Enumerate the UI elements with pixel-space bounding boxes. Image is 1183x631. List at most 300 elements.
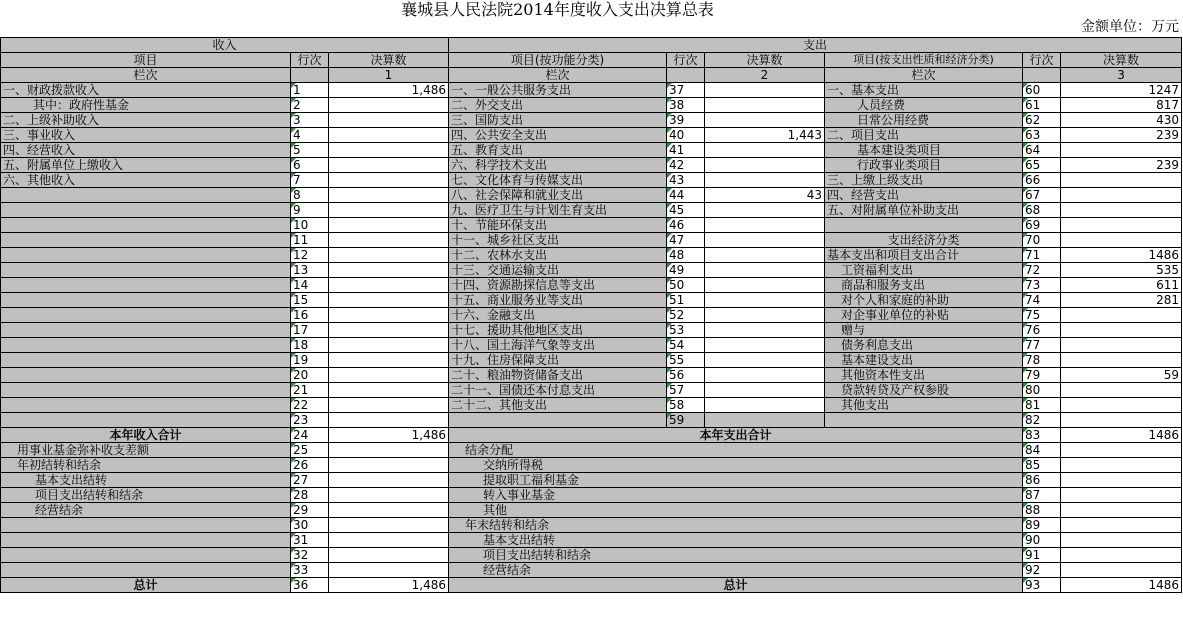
amount-cell[interactable] [329,278,449,293]
econ-expense-label[interactable]: 商品和服务支出 [825,278,1023,293]
line-number[interactable]: 51 [667,293,705,308]
amount-header[interactable]: 决算数 [1061,53,1182,68]
func-expense-label[interactable]: 二十二、其他支出 [449,398,667,413]
func-expense-label[interactable]: 三、国防支出 [449,113,667,128]
econ-expense-label[interactable]: 赠与 [825,323,1023,338]
line-number[interactable]: 46 [667,218,705,233]
line-number[interactable]: 4 [291,128,329,143]
amount-cell[interactable] [705,98,825,113]
econ-expense-label[interactable] [825,413,1023,428]
econ-expense-label[interactable]: 债务利息支出 [825,338,1023,353]
line-number[interactable]: 64 [1023,143,1061,158]
amount-cell[interactable] [1061,518,1182,533]
expense-item-label[interactable]: 项目支出结转和结余 [449,548,1023,563]
line-number[interactable]: 63 [1023,128,1061,143]
line-number[interactable]: 26 [291,458,329,473]
amount-cell[interactable] [1061,488,1182,503]
amount-cell[interactable] [705,308,825,323]
line-number[interactable]: 61 [1023,98,1061,113]
income-item-label[interactable] [1,188,291,203]
amount-cell[interactable] [1061,443,1182,458]
line-number[interactable]: 20 [291,368,329,383]
amount-cell[interactable] [1061,458,1182,473]
income-item-label[interactable] [1,398,291,413]
line-number[interactable]: 75 [1023,308,1061,323]
line-number[interactable]: 62 [1023,113,1061,128]
line-number[interactable]: 54 [667,338,705,353]
income-item-label[interactable]: 五、附属单位上缴收入 [1,158,291,173]
func-expense-label[interactable]: 十三、交通运输支出 [449,263,667,278]
line-number[interactable]: 78 [1023,353,1061,368]
amount-cell[interactable] [1061,173,1182,188]
econ-expense-label[interactable]: 基本建设支出 [825,353,1023,368]
line-number[interactable]: 53 [667,323,705,338]
blank-cell[interactable] [291,68,329,83]
line-number[interactable]: 32 [291,548,329,563]
econ-expense-label[interactable]: 五、对附属单位补助支出 [825,203,1023,218]
amount-cell[interactable] [1061,383,1182,398]
column-number[interactable]: 2 [705,68,825,83]
amount-cell[interactable] [329,308,449,323]
line-number[interactable]: 89 [1023,518,1061,533]
line-number[interactable]: 2 [291,98,329,113]
amount-cell[interactable] [329,458,449,473]
econ-expense-label[interactable] [825,218,1023,233]
income-item-label[interactable]: 项目支出结转和结余 [1,488,291,503]
line-number[interactable]: 37 [667,83,705,98]
column-row-label[interactable]: 栏次 [825,68,1023,83]
line-number[interactable]: 9 [291,203,329,218]
line-number[interactable]: 92 [1023,563,1061,578]
column-number[interactable]: 1 [329,68,449,83]
amount-cell[interactable] [705,338,825,353]
line-number[interactable]: 6 [291,158,329,173]
income-item-label[interactable] [1,278,291,293]
line-number[interactable]: 80 [1023,383,1061,398]
func-expense-label[interactable]: 二十一、国债还本付息支出 [449,383,667,398]
amount-cell[interactable] [1061,503,1182,518]
amount-cell[interactable] [329,488,449,503]
econ-expense-label[interactable]: 四、经营支出 [825,188,1023,203]
income-item-label[interactable] [1,383,291,398]
line-number[interactable]: 5 [291,143,329,158]
income-item-label[interactable] [1,413,291,428]
line-number[interactable]: 86 [1023,473,1061,488]
amount-cell[interactable] [705,368,825,383]
line-number[interactable]: 28 [291,488,329,503]
func-expense-label[interactable]: 十六、金融支出 [449,308,667,323]
amount-cell[interactable] [329,203,449,218]
amount-cell[interactable] [329,143,449,158]
line-number[interactable]: 39 [667,113,705,128]
amount-cell[interactable] [705,143,825,158]
income-item-label[interactable] [1,368,291,383]
func-expense-label[interactable]: 十四、资源勘探信息等支出 [449,278,667,293]
line-number[interactable]: 72 [1023,263,1061,278]
line-number[interactable]: 24 [291,428,329,443]
line-number[interactable]: 14 [291,278,329,293]
line-number[interactable]: 49 [667,263,705,278]
amount-cell[interactable] [329,443,449,458]
line-number[interactable]: 55 [667,353,705,368]
amount-cell[interactable] [329,293,449,308]
line-number[interactable]: 67 [1023,188,1061,203]
income-item-label[interactable] [1,353,291,368]
table-row [1,263,1182,278]
line-number[interactable]: 10 [291,218,329,233]
income-total-value[interactable]: 1,486 [329,428,449,443]
func-expense-label[interactable]: 二、外交支出 [449,98,667,113]
amount-cell[interactable] [1061,533,1182,548]
amount-cell[interactable] [705,398,825,413]
line-number[interactable]: 57 [667,383,705,398]
econ-expense-label[interactable]: 日常公用经费 [825,113,1023,128]
econ-expense-label[interactable]: 人员经费 [825,98,1023,113]
expense-item-label[interactable]: 交纳所得税 [449,458,1023,473]
amount-cell[interactable] [329,473,449,488]
income-item-label[interactable] [1,248,291,263]
line-number[interactable]: 66 [1023,173,1061,188]
line-number[interactable]: 7 [291,173,329,188]
func-item-header[interactable]: 项目(按功能分类) [449,53,667,68]
line-number[interactable]: 13 [291,263,329,278]
func-expense-label[interactable]: 五、教育支出 [449,143,667,158]
line-number[interactable]: 48 [667,248,705,263]
amount-cell[interactable]: 1486 [1061,248,1182,263]
line-number[interactable]: 59 [667,413,705,428]
line-number[interactable]: 38 [667,98,705,113]
income-item-label[interactable] [1,218,291,233]
econ-expense-label[interactable]: 二、项目支出 [825,128,1023,143]
amount-cell[interactable] [329,413,449,428]
amount-cell[interactable] [705,293,825,308]
amount-cell[interactable] [705,323,825,338]
amount-cell[interactable] [1061,398,1182,413]
amount-cell[interactable] [705,113,825,128]
line-number[interactable]: 1 [291,83,329,98]
amount-cell[interactable] [329,323,449,338]
line-number[interactable]: 40 [667,128,705,143]
amount-cell[interactable]: 430 [1061,113,1182,128]
income-item-label[interactable] [1,293,291,308]
amount-cell[interactable] [1061,308,1182,323]
blank-cell[interactable] [667,68,705,83]
line-number[interactable]: 71 [1023,248,1061,263]
amount-cell[interactable] [1061,353,1182,368]
line-number[interactable]: 84 [1023,443,1061,458]
line-number[interactable]: 23 [291,413,329,428]
expense-item-label[interactable]: 经营结余 [449,563,1023,578]
expense-section-header[interactable]: 支出 [449,38,1182,53]
amount-cell[interactable]: 281 [1061,293,1182,308]
amount-cell[interactable] [705,383,825,398]
line-number[interactable]: 21 [291,383,329,398]
column-number[interactable]: 3 [1061,68,1182,83]
line-number[interactable]: 11 [291,233,329,248]
line-number[interactable]: 88 [1023,503,1061,518]
amount-cell[interactable] [705,263,825,278]
line-number[interactable]: 15 [291,293,329,308]
func-expense-label[interactable]: 二十、粮油物资储备支出 [449,368,667,383]
econ-expense-label[interactable]: 一、基本支出 [825,83,1023,98]
table-row [1,98,1182,113]
func-expense-label[interactable]: 十八、国土海洋气象等支出 [449,338,667,353]
amount-cell[interactable] [705,248,825,263]
amount-cell[interactable] [329,353,449,368]
header-row-columns [1,53,1182,68]
line-no-header[interactable]: 行次 [1023,53,1061,68]
line-number[interactable]: 77 [1023,338,1061,353]
econ-expense-label[interactable]: 支出经济分类 [825,233,1023,248]
line-number[interactable]: 87 [1023,488,1061,503]
line-number[interactable]: 93 [1023,578,1061,593]
line-number[interactable]: 36 [291,578,329,593]
econ-expense-label[interactable]: 行政事业类项目 [825,158,1023,173]
expense-total-value[interactable]: 1486 [1061,428,1182,443]
line-number[interactable]: 41 [667,143,705,158]
amount-cell[interactable] [705,158,825,173]
amount-cell[interactable] [329,173,449,188]
line-number[interactable]: 44 [667,188,705,203]
expense-item-label[interactable]: 其他 [449,503,1023,518]
income-item-label[interactable] [1,233,291,248]
income-item-label[interactable]: 四、经营收入 [1,143,291,158]
amount-cell[interactable] [705,203,825,218]
income-item-label[interactable] [1,533,291,548]
line-number[interactable]: 58 [667,398,705,413]
amount-cell[interactable]: 59 [1061,368,1182,383]
amount-cell[interactable] [1061,188,1182,203]
amount-cell[interactable]: 1,443 [705,128,825,143]
line-number[interactable]: 85 [1023,458,1061,473]
line-number[interactable]: 8 [291,188,329,203]
income-item-label[interactable] [1,518,291,533]
amount-cell[interactable] [329,233,449,248]
amount-cell[interactable] [1061,563,1182,578]
income-item-label[interactable] [1,548,291,563]
income-total-label[interactable]: 本年收入合计 [1,428,291,443]
amount-cell[interactable] [329,518,449,533]
line-number[interactable]: 45 [667,203,705,218]
amount-cell[interactable] [329,263,449,278]
amount-cell[interactable] [705,233,825,248]
econ-expense-label[interactable]: 其他资本性支出 [825,368,1023,383]
line-number[interactable]: 90 [1023,533,1061,548]
expense-total-label[interactable]: 本年支出合计 [449,428,1023,443]
income-grand-total-value[interactable]: 1,486 [329,578,449,593]
func-expense-label[interactable]: 六、科学技术支出 [449,158,667,173]
column-row-label[interactable]: 栏次 [1,68,291,83]
amount-cell[interactable] [1061,218,1182,233]
amount-cell[interactable]: 239 [1061,158,1182,173]
amount-cell[interactable] [1061,323,1182,338]
amount-cell[interactable] [705,218,825,233]
line-number[interactable]: 3 [291,113,329,128]
amount-cell[interactable] [1061,473,1182,488]
expense-item-label[interactable]: 转入事业基金 [449,488,1023,503]
amount-cell[interactable] [1061,203,1182,218]
econ-expense-label[interactable]: 工资福利支出 [825,263,1023,278]
amount-cell[interactable] [1061,233,1182,248]
amount-cell[interactable]: 239 [1061,128,1182,143]
func-expense-label[interactable]: 十五、商业服务业等支出 [449,293,667,308]
amount-cell[interactable] [329,128,449,143]
expense-item-label[interactable]: 基本支出结转 [449,533,1023,548]
income-item-label[interactable]: 一、财政拨款收入 [1,83,291,98]
line-number[interactable]: 17 [291,323,329,338]
func-expense-label[interactable]: 十一、城乡社区支出 [449,233,667,248]
expense-item-label[interactable]: 提取职工福利基金 [449,473,1023,488]
amount-cell[interactable] [705,278,825,293]
line-number[interactable]: 42 [667,158,705,173]
amount-cell[interactable] [329,383,449,398]
amount-cell[interactable]: 1247 [1061,83,1182,98]
expense-item-label[interactable]: 结余分配 [449,443,1023,458]
amount-cell[interactable] [705,83,825,98]
amount-cell[interactable]: 535 [1061,263,1182,278]
func-expense-label[interactable]: 十、节能环保支出 [449,218,667,233]
func-expense-label[interactable] [449,413,667,428]
line-number[interactable]: 79 [1023,368,1061,383]
line-number[interactable]: 82 [1023,413,1061,428]
income-item-header[interactable]: 项目 [1,53,291,68]
econ-expense-label[interactable]: 三、上缴上级支出 [825,173,1023,188]
line-number[interactable]: 33 [291,563,329,578]
table-row [1,143,1182,158]
column-row-label[interactable]: 栏次 [449,68,667,83]
econ-expense-label[interactable]: 基本支出和项目支出合计 [825,248,1023,263]
line-number[interactable]: 68 [1023,203,1061,218]
line-number[interactable]: 60 [1023,83,1061,98]
amount-cell[interactable] [329,548,449,563]
line-number[interactable]: 52 [667,308,705,323]
line-number[interactable]: 25 [291,443,329,458]
func-expense-label[interactable]: 一、一般公共服务支出 [449,83,667,98]
line-number[interactable]: 19 [291,353,329,368]
line-number[interactable]: 76 [1023,323,1061,338]
line-number[interactable]: 74 [1023,293,1061,308]
income-item-label[interactable] [1,308,291,323]
income-item-label[interactable] [1,563,291,578]
func-expense-label[interactable]: 七、文化体育与传媒支出 [449,173,667,188]
income-item-label[interactable] [1,263,291,278]
line-no-header[interactable]: 行次 [291,53,329,68]
amount-cell[interactable] [329,503,449,518]
income-item-label[interactable]: 其中：政府性基金 [1,98,291,113]
income-item-label[interactable]: 三、事业收入 [1,128,291,143]
table-row [1,503,1182,518]
income-section-header[interactable]: 收入 [1,38,449,53]
line-number[interactable]: 56 [667,368,705,383]
func-expense-label[interactable]: 八、社会保障和就业支出 [449,188,667,203]
income-grand-total-label[interactable]: 总计 [1,578,291,593]
func-expense-label[interactable]: 十七、援助其他地区支出 [449,323,667,338]
expense-item-label[interactable]: 年末结转和结余 [449,518,1023,533]
line-no-header[interactable]: 行次 [667,53,705,68]
line-number[interactable]: 43 [667,173,705,188]
func-expense-label[interactable]: 四、公共安全支出 [449,128,667,143]
table-row [1,293,1182,308]
expense-grand-total-value[interactable]: 1486 [1061,578,1182,593]
line-number[interactable]: 70 [1023,233,1061,248]
amount-cell[interactable] [329,398,449,413]
amount-cell[interactable]: 43 [705,188,825,203]
income-item-label[interactable]: 用事业基金弥补收支差额 [1,443,291,458]
income-item-label[interactable]: 二、上级补助收入 [1,113,291,128]
econ-expense-label[interactable]: 其他支出 [825,398,1023,413]
income-item-label[interactable]: 六、其他收入 [1,173,291,188]
amount-cell[interactable] [705,413,825,428]
line-number[interactable]: 50 [667,278,705,293]
expense-grand-total-label[interactable]: 总计 [449,578,1023,593]
line-number[interactable]: 29 [291,503,329,518]
line-number[interactable]: 31 [291,533,329,548]
amount-cell[interactable] [329,158,449,173]
income-item-label[interactable]: 基本支出结转 [1,473,291,488]
func-expense-label[interactable]: 十九、住房保障支出 [449,353,667,368]
econ-expense-label[interactable]: 贷款转贷及产权参股 [825,383,1023,398]
amount-cell[interactable] [1061,338,1182,353]
amount-cell[interactable]: 1,486 [329,83,449,98]
line-number[interactable]: 18 [291,338,329,353]
amount-header[interactable]: 决算数 [329,53,449,68]
econ-item-header[interactable]: 项目(按支出性质和经济分类) [825,53,1023,68]
income-item-label[interactable] [1,323,291,338]
line-number[interactable]: 91 [1023,548,1061,563]
amount-cell[interactable] [329,533,449,548]
amount-cell[interactable] [329,218,449,233]
line-number[interactable]: 83 [1023,428,1061,443]
income-item-label[interactable]: 经营结余 [1,503,291,518]
amount-cell[interactable]: 817 [1061,98,1182,113]
amount-cell[interactable] [329,113,449,128]
econ-expense-label[interactable]: 基本建设类项目 [825,143,1023,158]
amount-cell[interactable] [329,188,449,203]
line-number[interactable]: 27 [291,473,329,488]
income-item-label[interactable]: 年初结转和结余 [1,458,291,473]
amount-cell[interactable] [1061,548,1182,563]
amount-cell[interactable] [1061,143,1182,158]
amount-cell[interactable] [705,173,825,188]
line-number[interactable]: 47 [667,233,705,248]
amount-header[interactable]: 决算数 [705,53,825,68]
amount-cell[interactable]: 611 [1061,278,1182,293]
func-expense-label[interactable]: 九、医疗卫生与计划生育支出 [449,203,667,218]
line-number[interactable]: 22 [291,398,329,413]
func-expense-label[interactable]: 十二、农林水支出 [449,248,667,263]
line-number[interactable]: 69 [1023,218,1061,233]
blank-cell[interactable] [1023,68,1061,83]
line-number[interactable]: 12 [291,248,329,263]
line-number[interactable]: 81 [1023,398,1061,413]
amount-cell[interactable] [329,563,449,578]
amount-cell[interactable] [329,98,449,113]
table-row [1,458,1182,473]
income-item-label[interactable] [1,338,291,353]
amount-cell[interactable] [329,248,449,263]
amount-cell[interactable] [329,368,449,383]
line-number[interactable]: 30 [291,518,329,533]
line-number[interactable]: 16 [291,308,329,323]
amount-cell[interactable] [1061,413,1182,428]
line-number[interactable]: 73 [1023,278,1061,293]
amount-cell[interactable] [705,353,825,368]
income-item-label[interactable] [1,203,291,218]
econ-expense-label[interactable]: 对个人和家庭的补助 [825,293,1023,308]
econ-expense-label[interactable]: 对企事业单位的补贴 [825,308,1023,323]
line-number[interactable]: 65 [1023,158,1061,173]
amount-cell[interactable] [329,338,449,353]
